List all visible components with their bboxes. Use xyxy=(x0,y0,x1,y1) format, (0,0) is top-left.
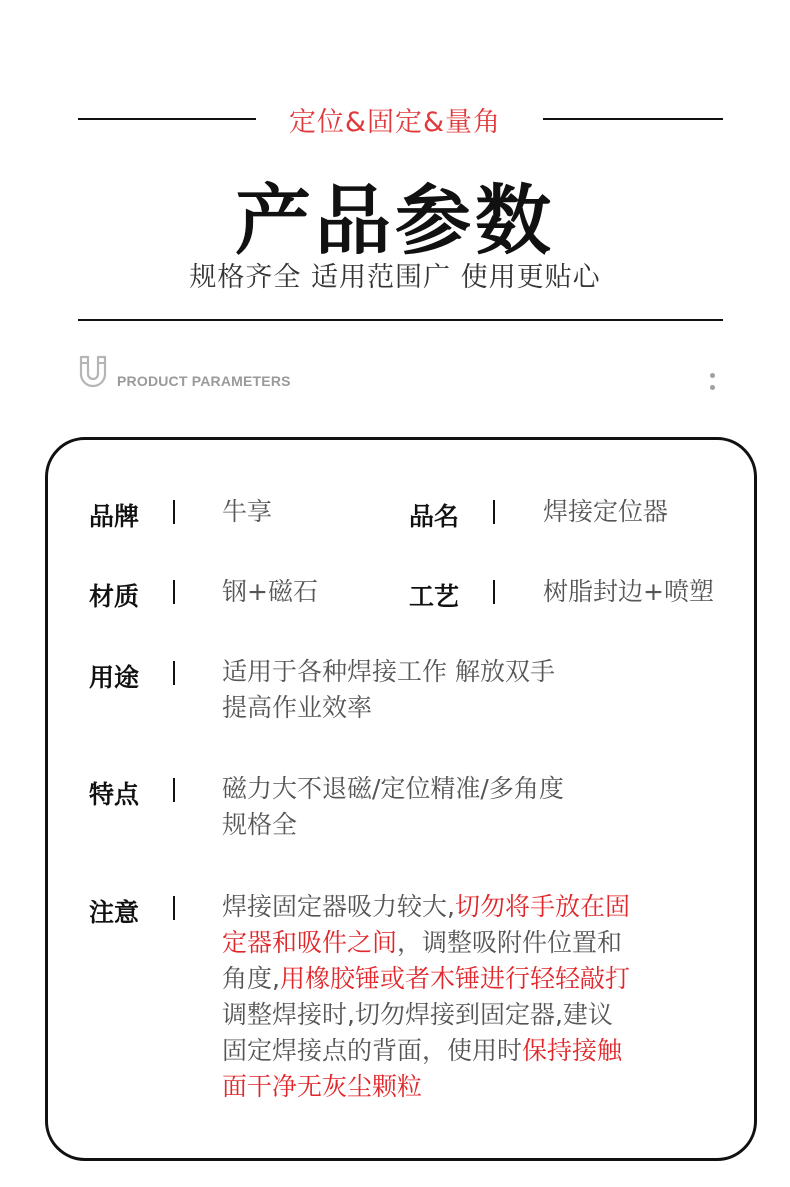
product-name-value: 焊接定位器 xyxy=(543,497,669,526)
page-subtitle: 规格齐全 适用范围广 使用更贴心 xyxy=(189,262,601,293)
notes-line xyxy=(222,961,630,997)
separator xyxy=(493,500,495,524)
features-line: 规格全 xyxy=(222,810,298,839)
separator xyxy=(173,778,175,802)
dot-icon xyxy=(710,373,715,378)
features-label: 特点 xyxy=(89,780,140,809)
header-bottom-rule xyxy=(78,319,723,321)
separator xyxy=(173,500,175,524)
notes-line xyxy=(222,997,630,1033)
notes-value xyxy=(222,889,630,1105)
separator xyxy=(173,896,175,920)
material-label: 材质 xyxy=(89,582,140,611)
notes-line xyxy=(222,889,630,925)
notes-text: 角度, xyxy=(222,964,280,993)
features-value xyxy=(222,771,564,843)
notes-warning: 切勿将手放在固 xyxy=(454,892,630,921)
separator xyxy=(173,580,175,604)
notes-text: 焊接固定器吸力较大, xyxy=(222,892,455,921)
separator xyxy=(493,580,495,604)
brand-label: 品牌 xyxy=(89,502,140,531)
separator xyxy=(173,661,175,685)
header-tag: 定位&固定&量角 xyxy=(288,107,502,138)
process-label: 工艺 xyxy=(409,582,460,611)
material-value: 钢+磁石 xyxy=(222,577,318,606)
product-name-label: 品名 xyxy=(409,502,460,531)
notes-line xyxy=(222,925,630,961)
usage-line: 适用于各种焊接工作 解放双手 xyxy=(222,657,555,686)
notes-warning: 用橡胶锤或者木锤进行轻轻敲打 xyxy=(279,964,630,993)
notes-line xyxy=(222,1033,630,1069)
magnet-icon xyxy=(78,355,108,389)
notes-warning: 保持接触 xyxy=(522,1036,623,1065)
section-label: PRODUCT PARAMETERS xyxy=(117,373,291,389)
usage-value xyxy=(222,654,555,726)
notes-text: 调整焊接时,切勿焊接到固定器,建议 xyxy=(222,1000,613,1029)
brand-value: 牛享 xyxy=(222,497,273,526)
usage-line: 提高作业效率 xyxy=(222,693,373,722)
notes-text: ，调整吸附件位置和 xyxy=(397,928,623,957)
page-title: 产品参数 xyxy=(235,176,555,265)
usage-label: 用途 xyxy=(89,663,140,692)
notes-label: 注意 xyxy=(89,898,140,927)
dot-icon xyxy=(710,385,715,390)
notes-warning: 面干净无灰尘颗粒 xyxy=(222,1072,423,1101)
features-line: 磁力大不退磁/定位精准/多角度 xyxy=(222,774,564,803)
notes-warning: 定器和吸件之间 xyxy=(222,928,398,957)
notes-text: 固定焊接点的背面，使用时 xyxy=(222,1036,523,1065)
process-value: 树脂封边+喷塑 xyxy=(543,577,714,606)
notes-line xyxy=(222,1069,630,1105)
